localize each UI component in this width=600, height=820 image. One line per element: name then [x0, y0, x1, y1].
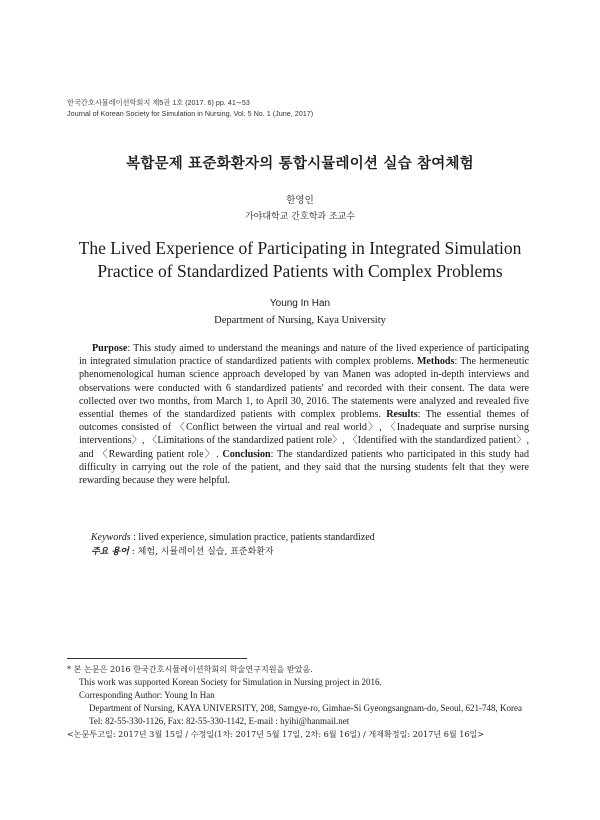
author-contact: Tel: 82-55-330-1126, Fax: 82-55-330-1142, E-mail : hyihi@hanmail.net — [89, 716, 350, 726]
english-title-line-2: Practice of Standardized Patients with Complex Problems — [97, 261, 503, 281]
purpose-text: : This study aimed to understand the meanings and nature of the lived experience of participating in integrated simulation practice of standardized patients with complex problems. — [79, 343, 529, 368]
corresponding-author: Corresponding Author: Young In Han — [79, 690, 215, 700]
footnote — [67, 663, 537, 741]
keywords-korean — [91, 545, 274, 559]
purpose-label: Purpose — [92, 343, 128, 354]
keywords-text: : lived experience, simulation practice, patients standardized — [130, 532, 375, 543]
korean-affiliation: 가야대학교 간호학과 조교수 — [244, 212, 356, 222]
english-author: Young In Han — [269, 298, 331, 309]
journal-header — [67, 97, 313, 119]
funding-note-english: This work was supported Korean Society for Simulation in Nursing project in 2016. — [79, 677, 382, 687]
keywords-label: Keywords — [91, 532, 131, 543]
korean-title: 복합문제 표준화환자의 통합시뮬레이션 실습 참여체험 — [126, 156, 474, 172]
results-text: : The essential themes of outcomes consisted of 〈Conflict between the virtual and real world〉, 〈Inadequate and surprise nursing interventions〉, 〈Limitations of the standardized patient role〉, 〈Identified with the standardized patient〉, and 〈Rewarding patient role〉. — [79, 409, 529, 460]
methods-label: Methods — [416, 356, 455, 368]
abstract-paragraph — [79, 342, 529, 487]
journal-header-korean: 한국간호시뮬레이션학회지 제5권 1호 (2017. 6) pp. 41∼53 — [67, 98, 250, 107]
english-title — [40, 237, 560, 283]
keywords-korean-text: : 체험, 시뮬레이션 실습, 표준화환자 — [128, 547, 274, 557]
abstract — [79, 342, 529, 487]
submission-dates: <논문투고일: 2017년 3월 15일 / 수정일(1차: 2017년 5월 17일, 2차: 6월 16일) / 게재확정일: 2017년 6월 16일> — [67, 729, 485, 739]
author-address: Department of Nursing, KAYA UNIVERSITY, 208, Samgye-ro, Gimhae-Si Gyeongsangnam-do, Seoul, 621-748, Korea — [89, 703, 522, 713]
results-label: Results — [386, 409, 418, 421]
journal-header-english: Journal of Korean Society for Simulation in Nursing, Vol. 5 No. 1 (June, 2017) — [67, 109, 314, 118]
footnote-divider — [67, 658, 247, 659]
korean-author: 한영인 — [286, 195, 314, 206]
funding-note-korean: * 본 논문은 2016 한국간호시뮬레이션학회의 학술연구지원을 받았음. — [67, 664, 313, 674]
methods-text: : The hermeneutic phenomenological human science approach developed by van Manen was adopted in-depth interviews and observations were conducted with 6 standardized patients' and recorded with their consent. The data were collected over two months, from March 1, to April 30, 2016. The statements were analyzed and revealed five essential themes of the standardized patients with complex problems. — [79, 356, 529, 421]
english-title-line-1: The Lived Experience of Participating in Integrated Simulation — [78, 238, 522, 258]
keywords-english — [91, 531, 375, 545]
conclusion-label: Conclusion — [222, 448, 271, 460]
keywords-korean-label: 주요 용어 — [91, 547, 129, 557]
conclusion-text: : The standardized patients who participated in this study had difficulty in carrying out the role of the patient, and they said that the nursing students felt that they were rewarding because they were helpful. — [79, 448, 530, 487]
english-affiliation: Department of Nursing, Kaya University — [214, 315, 386, 326]
